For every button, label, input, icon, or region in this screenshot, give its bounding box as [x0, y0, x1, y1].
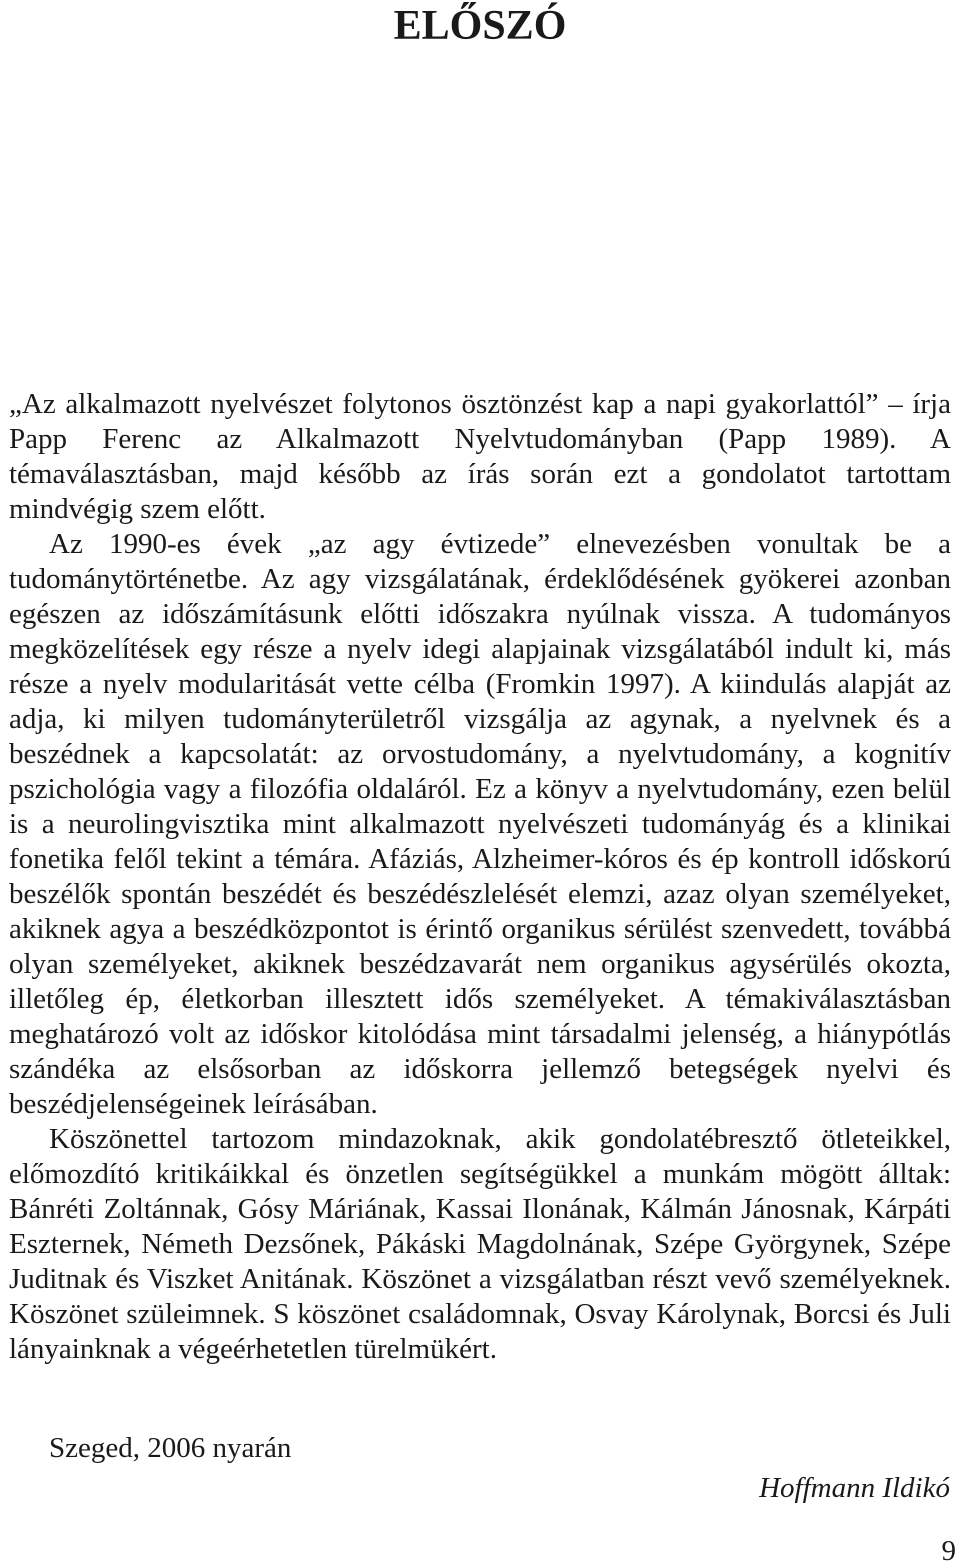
- paragraph-main: Az 1990-es évek „az agy évtizede” elnevezésben vonultak be a tudománytörténetbe. Az agy vizsgálatának, érdeklődésének gyökerei azonban egészen az időszámításunk előtti időszakra nyúlnak vissza. A tudományos megközelítések egy része a nyelv idegi alapjainak vizsgálatából indult ki, más része a nyelv modularitását vette célba (Fromkin 1997). A kiindulás alapját az adja, ki milyen tudományterületről vizsgálja az agynak, a nyelvnek és a beszédnek a kapcsolatát: az orvostudomány, a nyelvtudomány, a kognitív pszichológia vagy a filozófia oldaláról. Ez a könyv a nyelvtudomány, ezen belül is a neurolingvisztika mint alkalmazott nyelvészeti tudományág és a klinikai fonetika felől tekint a témára. Afáziás, Alzheimer-kóros és ép kontroll időskorú beszélők spontán beszédét és beszédészlelését elemzi, azaz olyan személyeket, akiknek agya a beszédközpontot is érintő organikus sérülést szenvedett, továbbá olyan személyeket, akiknek beszédzavarát nem organikus agysérülés okozta, illetőleg ép, életkorban illesztett idős személyeket. A témakiválasztásban meghatározó volt az időskor kitolódása mint társadalmi jelenség, a hiánypótlás szándéka az elsősorban az időskorra jellemző betegségek nyelvi és beszédjelenségeinek leírásában.: [9, 528, 951, 1120]
- page-number: 9: [941, 1535, 956, 1567]
- preface-body: [9, 387, 951, 1367]
- page-title: ELŐSZÓ: [393, 3, 567, 49]
- author-signature: Hoffmann Ildikó: [759, 1472, 950, 1504]
- place-date: Szeged, 2006 nyarán: [49, 1432, 292, 1464]
- paragraph-intro-quote: „Az alkalmazott nyelvészet folytonos ösztönzést kap a napi gyakorlattól” – írja Papp Ferenc az Alkalmazott Nyelvtudományban (Papp 1989). A témaválasztásban, majd később az írás során ezt a gondolatot tartottam mindvégig szem előtt.: [9, 388, 951, 525]
- paragraph-acknowledgements: Köszönettel tartozom mindazoknak, akik gondolatébresztő ötleteikkel, előmozdító kritikáikkal és önzetlen segítségükkel a munkám mögött álltak: Bánréti Zoltánnak, Gósy Máriának, Kassai Ilonának, Kálmán Jánosnak, Kárpáti Eszternek, Németh Dezsőnek, Pákáski Magdolnának, Szépe Györgynek, Szépe Juditnak és Viszket Anitának. Köszönet a vizsgálatban részt vevő személyeknek. Köszönet szüleimnek. S köszönet családomnak, Osvay Károlynak, Borcsi és Juli lányainknak a végeérhetetlen türelmükért.: [9, 1123, 951, 1365]
